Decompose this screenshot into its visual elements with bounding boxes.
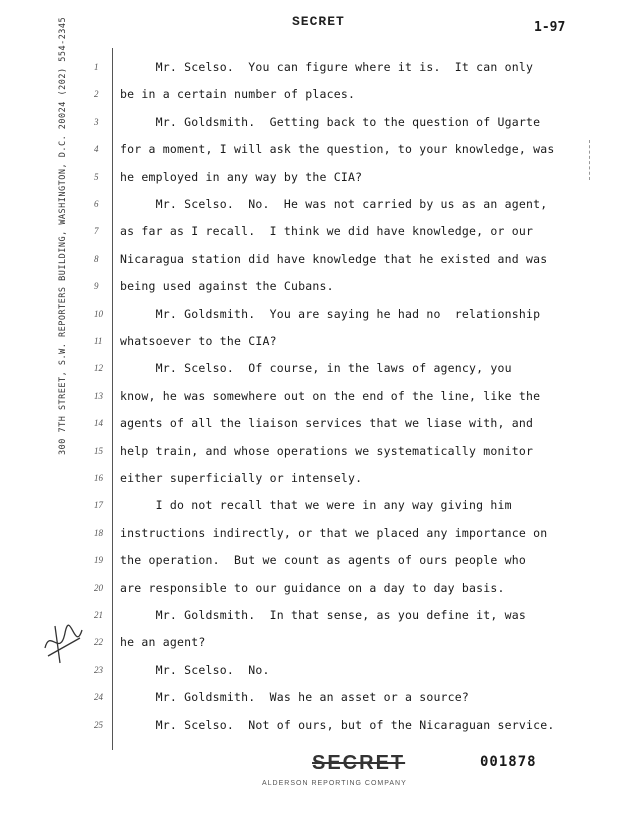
line-number: 3	[94, 116, 99, 127]
line-number: 18	[94, 527, 103, 538]
line-number: 4	[94, 144, 99, 155]
transcript-line: being used against the Cubans.	[120, 279, 334, 294]
header-classification-stamp: SECRET	[292, 14, 345, 29]
transcript-line: he employed in any way by the CIA?	[120, 169, 363, 184]
transcript-line: as far as I recall. I think we did have knowledge, or our	[120, 224, 534, 239]
line-number: 21	[94, 610, 103, 620]
line-number: 7	[94, 226, 99, 237]
transcript-line: he an agent?	[120, 635, 206, 650]
line-number: 2	[94, 89, 99, 100]
page-number: 1-97	[534, 20, 566, 35]
transcript-line: Mr. Scelso. No. He was not carried by us as an agent,	[120, 197, 548, 211]
line-number: 1	[94, 62, 99, 72]
line-number: 14	[94, 418, 103, 429]
transcript-line: Mr. Scelso. No.	[120, 662, 270, 677]
line-number: 16	[94, 473, 103, 483]
transcript-line: Mr. Goldsmith. Was he an asset or a source?	[120, 690, 470, 705]
line-number: 23	[94, 664, 103, 675]
transcript-line: agents of all the liaison services that we liase with, and	[120, 416, 534, 431]
transcript-line: whatsoever to the CIA?	[120, 334, 277, 348]
transcript-line: Mr. Scelso. You can figure where it is. It can only	[120, 60, 534, 74]
handwritten-initials	[40, 618, 90, 668]
line-number: 8	[94, 253, 99, 264]
transcript-line: Mr. Goldsmith. You are saying he had no relationship	[120, 306, 541, 321]
transcript-line: the operation. But we count as agents of ours people who	[120, 553, 527, 568]
transcript-line: Mr. Goldsmith. Getting back to the question of Ugarte	[120, 114, 541, 129]
reporter-name: ALDERSON REPORTING COMPANY	[262, 780, 407, 787]
transcript-line: are responsible to our guidance on a day to day basis.	[120, 580, 505, 595]
line-number: 10	[94, 308, 103, 319]
line-number: 24	[94, 692, 103, 703]
transcript-line: I do not recall that we were in any way giving him	[120, 498, 512, 513]
line-number: 9	[94, 281, 99, 292]
transcript-line: Nicaragua station did have knowledge that he existed and was	[120, 251, 548, 266]
line-number: 19	[94, 555, 103, 566]
footer-classification-stamp: SECRET	[312, 752, 406, 774]
transcript-line: Mr. Scelso. Of course, in the laws of agency, you	[120, 361, 512, 376]
line-number: 5	[94, 171, 99, 182]
transcript-line: for a moment, I will ask the question, to your knowledge, was	[120, 142, 555, 157]
document-id: 001878	[480, 754, 537, 770]
line-number: 6	[94, 199, 99, 209]
line-number: 25	[94, 719, 103, 730]
right-margin-mark	[589, 140, 590, 180]
transcript-line: know, he was somewhere out on the end of the line, like the	[120, 388, 541, 403]
line-number: 13	[94, 390, 103, 401]
line-number: 22	[94, 637, 103, 648]
transcript-line: be in a certain number of places.	[120, 87, 356, 102]
line-number: 15	[94, 445, 103, 456]
transcript-line: Mr. Goldsmith. In that sense, as you define it, was	[120, 608, 527, 622]
transcript-line: either superficially or intensely.	[120, 471, 363, 485]
line-number: 20	[94, 582, 103, 593]
line-number: 17	[94, 500, 103, 511]
line-number: 12	[94, 363, 103, 374]
line-number: 11	[94, 336, 103, 346]
transcript-line: Mr. Scelso. Not of ours, but of the Nicaraguan service.	[120, 717, 555, 732]
side-margin-address: 300 7TH STREET, S.W. REPORTERS BUILDING, WASHINGTON, D.C. 20024 (202) 554-2345	[58, 16, 68, 455]
transcript-line: instructions indirectly, or that we placed any importance on	[120, 525, 548, 540]
left-margin-rule	[112, 48, 113, 750]
transcript-line: help train, and whose operations we systematically monitor	[120, 443, 534, 458]
